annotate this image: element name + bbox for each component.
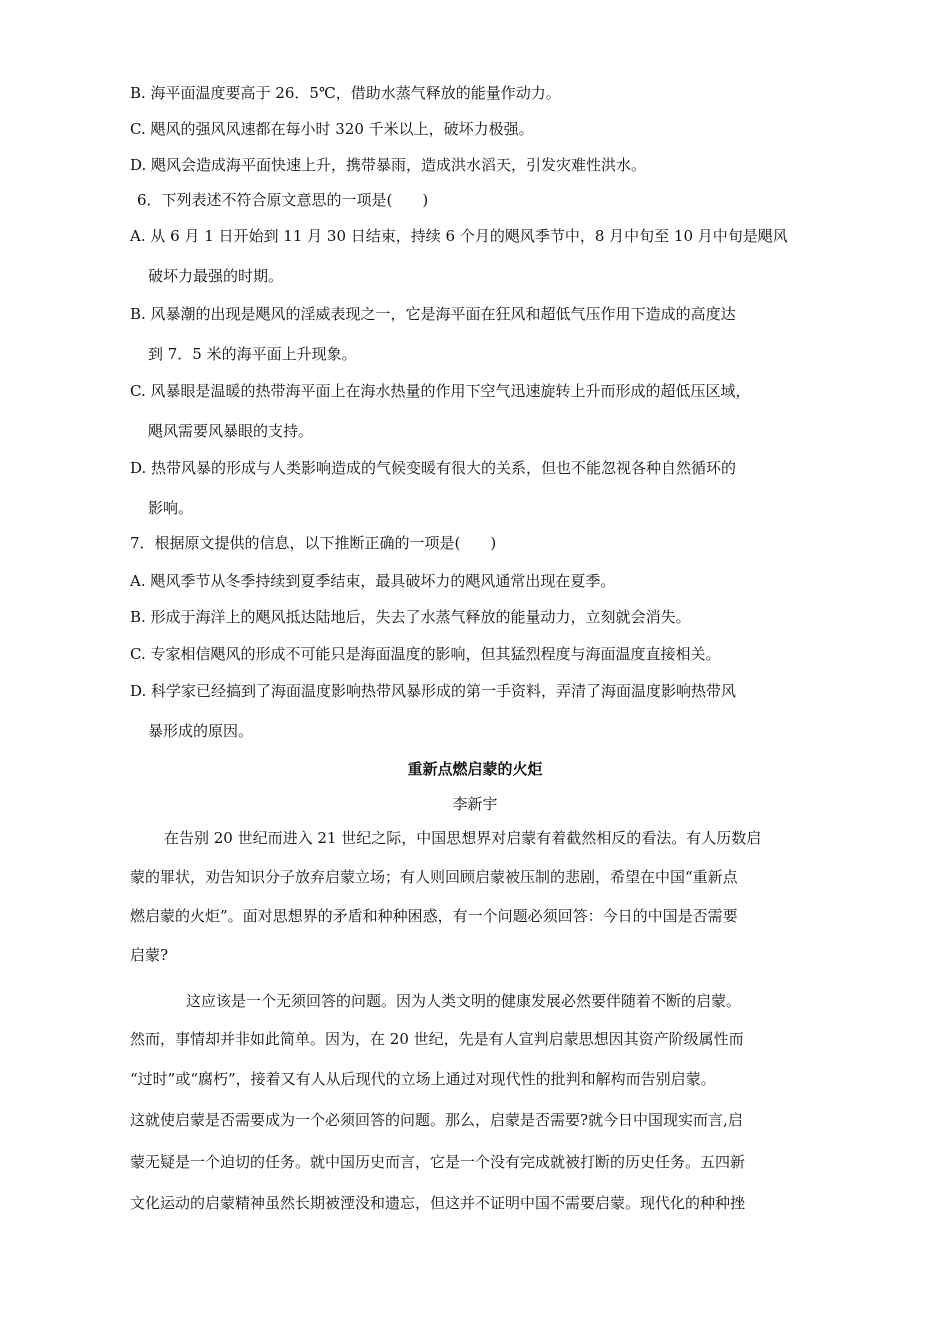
paragraph-2-line-1: 这应该是一个无须回答的问题。因为人类文明的健康发展必然要伴随着不断的启蒙。 (186, 992, 742, 1010)
paragraph-1-line-3: 燃启蒙的火炬”。面对思想界的矛盾和种种困惑，有一个问题必须回答：今日的中国是否需要 (130, 907, 738, 925)
paragraph-1-line-2: 蒙的罪状，劝告知识分子放弃启蒙立场；有人则回顾启蒙被压制的悲剧，希望在中国“重新点 (130, 868, 738, 886)
q6-option-d-line1: D. 热带风暴的形成与人类影响造成的气候变暖有很大的关系，但也不能忽视各种自然循环的 (130, 459, 737, 477)
q6-option-d-line2: 影响。 (148, 499, 194, 517)
q6-option-a-line1: A. 从 6 月 1 日开始到 11 月 30 日结束，持续 6 个月的飓风季节中，8 月中旬至 10 月中旬是飓风 (130, 227, 788, 245)
q7-option-b: B. 形成于海洋上的飓风抵达陆地后，失去了水蒸气释放的能量动力，立刻就会消失。 (130, 608, 691, 626)
paragraph-1-line-1: 在告别 20 世纪而进入 21 世纪之际，中国思想界对启蒙有着截然相反的看法。有人历数启 (164, 829, 762, 847)
q7-stem: 7．根据原文提供的信息，以下推断正确的一项是( ) (130, 534, 497, 552)
q6-stem: 6．下列表述不符合原文意思的一项是( ) (137, 191, 429, 209)
q6-option-c-line1: C. 风暴眼是温暖的热带海平面上在海水热量的作用下空气迅速旋转上升而形成的超低压区域， (130, 382, 751, 400)
paragraph-2-line-3: “过时”或“腐朽”，接着又有人从后现代的立场上通过对现代性的批判和解构而告别启蒙。 (130, 1070, 716, 1088)
q5-option-d: D. 飓风会造成海平面快速上升，携带暴雨，造成洪水滔天，引发灾难性洪水。 (130, 156, 647, 174)
q7-option-d-line1: D. 科学家已经搞到了海面温度影响热带风暴形成的第一手资料，弄清了海面温度影响热带风 (130, 682, 737, 700)
paragraph-2-line-4: 这就使启蒙是否需要成为一个必须回答的问题。那么，启蒙是否需要?就今日中国现实而言,启 (130, 1111, 743, 1129)
q6-option-b-line1: B. 风暴潮的出现是飓风的淫威表现之一，它是海平面在狂风和超低气压作用下造成的高度达 (130, 305, 736, 323)
paragraph-2-line-5: 蒙无疑是一个迫切的任务。就中国历史而言，它是一个没有完成就被打断的历史任务。五四新 (130, 1153, 746, 1171)
q5-option-b: B. 海平面温度要高于 26．5℃，借助水蒸气释放的能量作动力。 (130, 84, 561, 102)
q6-option-b-line2: 到 7．5 米的海平面上升现象。 (148, 345, 357, 363)
article-title: 重新点燃启蒙的火炬 (407, 760, 543, 778)
q6-option-a-line2: 破坏力最强的时期。 (148, 267, 284, 285)
q7-option-d-line2: 暴形成的原因。 (148, 722, 254, 740)
q7-option-a: A. 飓风季节从冬季持续到夏季结束，最具破坏力的飓风通常出现在夏季。 (130, 572, 616, 590)
article-author: 李新宇 (452, 795, 498, 813)
paragraph-2-line-6: 文化运动的启蒙精神虽然长期被湮没和遗忘，但这并不证明中国不需要启蒙。现代化的种种挫 (130, 1194, 746, 1212)
paragraph-2-line-2: 然而，事情却并非如此简单。因为，在 20 世纪，先是有人宣判启蒙思想因其资产阶级属性而 (130, 1030, 744, 1048)
q6-option-c-line2: 飓风需要风暴眼的支持。 (148, 422, 314, 440)
q5-option-c: C. 飓风的强风风速都在每小时 320 千米以上，破坏力极强。 (130, 120, 534, 138)
paragraph-1-line-4: 启蒙? (130, 946, 169, 964)
q7-option-c: C. 专家相信飓风的形成不可能只是海面温度的影响，但其猛烈程度与海面温度直接相关。 (130, 645, 721, 663)
